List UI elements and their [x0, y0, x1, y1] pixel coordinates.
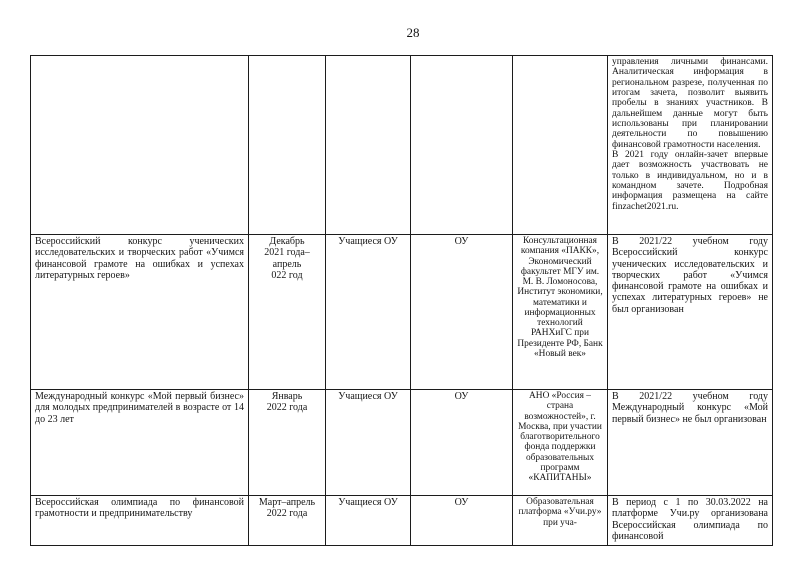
cell-participants	[326, 56, 411, 235]
result-paragraph: управления личными финансами. Аналитическая информация в региональном разрезе, полученная по итогам зачета, позволит выявить пробелы в знаниях участников. В дальнейшем данные могут быть использованы при планировании деятельности по повышению финансовой грамотности населения.	[612, 57, 768, 150]
cell-event: Международный конкурс «Мой первый бизнес» для молодых предпринимателей в возрасте от 14 до 23 лет	[31, 390, 249, 496]
cell-result	[608, 235, 773, 390]
cell-event: Всероссийский конкурс ученических исследовательских и творческих работ «Учимся финансовой грамоте на ошибках и успехах литературных героев»	[31, 235, 249, 390]
period-line: апрель	[272, 258, 302, 270]
table-row	[31, 496, 773, 546]
table-row-continuation	[31, 56, 773, 235]
cell-level: ОУ	[411, 235, 513, 390]
cell-organizer: Образовательная платформа «Учи.ру» при уча-	[513, 496, 608, 546]
cell-participants: Учащиеся ОУ	[326, 390, 411, 496]
period-line: 2022 года	[266, 508, 308, 520]
cell-level: ОУ	[411, 390, 513, 496]
cell-event	[31, 56, 249, 235]
cell-event: Всероссийская олимпиада по финансовой грамотности и предпринимательству	[31, 496, 249, 546]
cell-result	[608, 496, 773, 546]
cell-period	[249, 56, 326, 235]
cell-result	[608, 56, 773, 235]
result-paragraph: В 2021/22 учебном году Всероссийский конкурс ученических исследовательских и творческих работ «Учимся финансовой грамоте на ошибках и успехах литературных героев» не был организован	[612, 236, 768, 315]
table-row	[31, 235, 773, 390]
cell-period	[249, 496, 326, 546]
cell-organizer	[513, 56, 608, 235]
cell-participants: Учащиеся ОУ	[326, 496, 411, 546]
cell-period	[249, 390, 326, 496]
cell-result	[608, 390, 773, 496]
cell-level	[411, 56, 513, 235]
schedule-table	[30, 55, 773, 546]
cell-organizer: Консультационная компания «ПАКК», Экономический факультет МГУ им. М. В. Ломоносова, Институт экономики, математики и информационных технологий РАНХиГС при Президенте РФ, Банк «Новый век»	[513, 235, 608, 390]
cell-organizer: АНО «Россия – страна возможностей», г. Москва, при участии благотворительного фонда поддержки образовательных программ «КАПИТАНЫ»	[513, 390, 608, 496]
period-line: 2022 года	[266, 402, 308, 414]
period-line: Декабрь	[269, 236, 305, 247]
cell-participants: Учащиеся ОУ	[326, 235, 411, 390]
result-paragraph: В 2021 году онлайн-зачет впервые дает возможность участвовать не только в индивидуальном, но и в командном зачете. Подробная информация размещена на сайте finzachet2021.ru.	[612, 150, 768, 212]
period-line: 022 год	[271, 269, 303, 281]
period-line: 2021 года–	[264, 247, 310, 259]
period-line: Март–апрель	[258, 497, 316, 508]
cell-level: ОУ	[411, 496, 513, 546]
table-row	[31, 390, 773, 496]
cell-period	[249, 235, 326, 390]
result-paragraph: В период с 1 по 30.03.2022 на платформе Учи.ру организована Всероссийская олимпиада по финансовой	[612, 497, 768, 542]
page-number: 28	[406, 25, 420, 40]
result-paragraph: В 2021/22 учебном году Международный конкурс «Мой первый бизнес» не был организован	[612, 391, 768, 425]
period-line: Январь	[271, 391, 303, 402]
